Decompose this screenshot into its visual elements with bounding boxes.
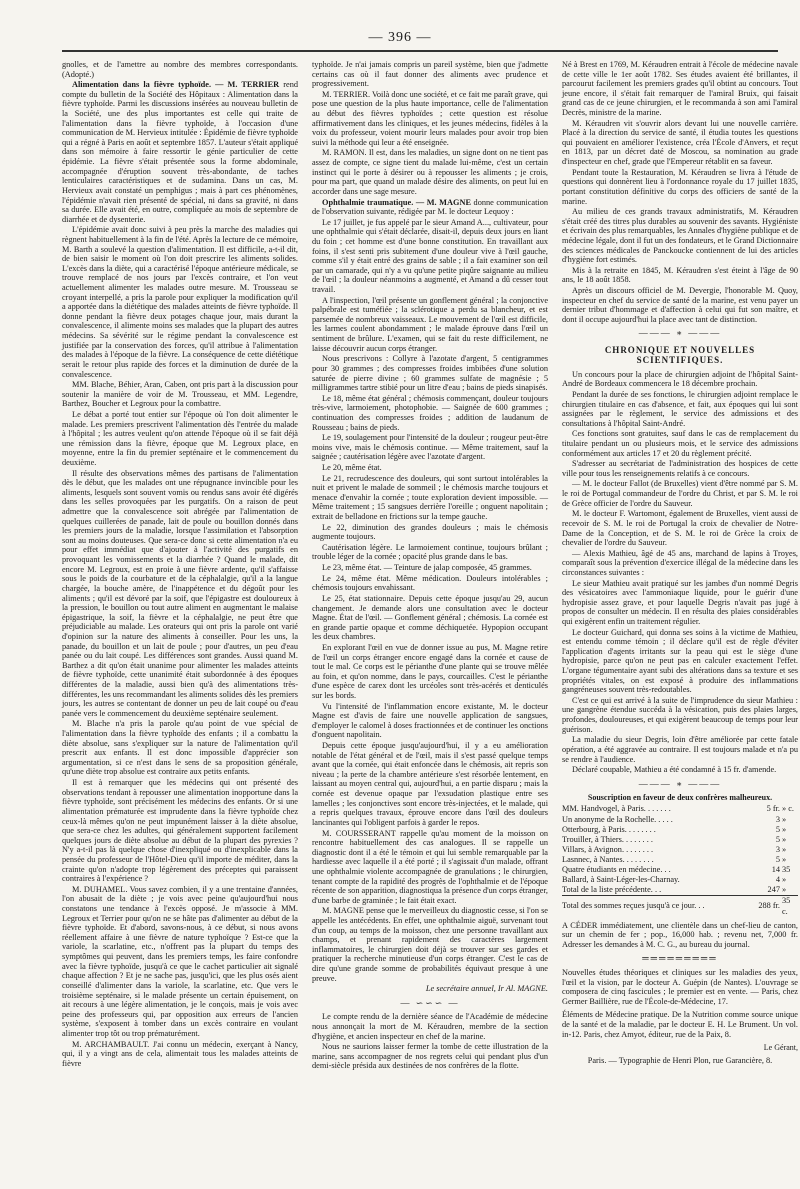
imprint: Paris. — Typographie de Henri Plon, rue Garancière, 8.: [587, 1056, 773, 1066]
header-rule: [62, 50, 778, 52]
paragraph: A l'inspection, l'œil présente un gonflement général ; la conjonctive palpébrale est tuméfiée ; la sclérotique a perdu sa blancheur, et est parsemée de nombreux vaisseaux. Le mouvement de l'œil est difficile, les larmes coulent abondamment ; le malade éprouve dans l'œil un sentiment de brûlure. L'examen, qui se fait du reste difficilement, ne laisse découvrir aucun corps étranger.: [312, 295, 548, 353]
paragraph: L'épidémie avait donc suivi à peu près la marche des maladies qui règnent habituellement à la fin de l'été. Après la lecture de ce mémoire, M. Barth a soulevé la question d'alimentation. Il est difficile, a-t-il dit, de bien saisir le moment où l'on doit prescrire les aliments solides. L'excès dans la diète, qui a caractérisé l'époque antérieure médicale, se trouve remplacé de nos jours par l'excès contraire, et l'on veut actuellement alimenter les malades outre mesure. M. Trousseau se croyant interpellé, a pris la parole pour expliquer la modification qu'il a apportée dans la diététique des malades atteints de fièvre typhoïde. Il donne pendant la fièvre deux potages chaque jour, mais durant la convalescence, il alimente moins ses malades que la plupart des autres médecins. Sa sévérité sur le régime pendant la convalescence est justifiée par la conservation des forces, qu'il attribue à l'alimentation des malades à l'époque de la fièvre. La conséquence de cette diététique serait le retour plus rapide des forces et la diminution de durée de la convalescence.: [62, 225, 299, 379]
paragraph: Ces fonctions sont gratuites, sauf dans le cas de remplacement du titulaire pendant un ou plusieurs mois, et le service des admissions conformément aux articles 17 et 20 du règlement précité.: [562, 429, 798, 458]
paragraph: Le 20, même état.: [322, 462, 382, 472]
column-right: [562, 60, 798, 1066]
paragraph: M. Blache n'a pris la parole qu'au point de vue spécial de l'alimentation dans la fièvre typhoïde des enfants ; il a combattu la diète absolue, sans s'expliquer sur la nature de l'alimentation qu'il prescrit aux enfants. Il est donc impossible d'apprécier son argumentation, si ce n'est dans le sens de sa proposition générale, qu'une diète trop absolue est contraire aux petits enfants.: [62, 719, 298, 777]
ornament-divider-2: ——— ∗ ———: [638, 778, 722, 789]
chronique-title: CHRONIQUE ET NOUVELLES SCIENTIFIQUES.: [604, 344, 756, 366]
paragraph: Il est à remarquer que les médecins qui ont présenté des observations tendant à repousser une alimentation inopportune dans la fièvre typhoïde, sont précisément les médecins des enfants. Or si une alimentation prématurée est imprudente dans la fièvre typhoïde chez ceux-là mêmes qu'on ne peut impunément laisser à la diète absolue, que sera-ce chez les adultes, qui généralement supportent facilement quelques jours de diète absolue au début de la plupart des pyrexies ? N'y a-t-il pas là quelque chose d'inexpliqué ou d'inexplicable dans la pensée du professeur de l'Hôtel-Dieu qu'il importe de méditer, dans la crainte qu'on n'adopte trop légèrement des préceptes qui paraissent contraires à l'expérience ?: [62, 778, 298, 884]
paragraph: Nous ne saurions laisser fermer la tombe de cette illustration de la marine, sans accompagner de nos regrets celui qui pendant plus d'un demi-siècle présida aux destinées de nos confrères de la flotte.: [312, 1042, 548, 1071]
subscription-title: Souscription en faveur de deux confrères malheureux.: [587, 793, 773, 803]
paragraph: Après un discours officiel de M. Devergie, l'honorable M. Quoy, inspecteur en chef du service de santé de la marine, est venu payer un dernier tribut d'hommage et d'affection à celui qui fut son maître, et dont il occupe aujourd'hui la place avec tant de distinction.: [562, 286, 798, 324]
ornament-divider-3: ═════════: [642, 953, 718, 964]
paragraph: typhoïde. Je n'ai jamais compris un pareil système, bien que j'admette certains cas où il faut donner des aliments avec prudence et progressivement.: [312, 60, 548, 89]
paragraph: Le 21, recrudescence des douleurs, qui sont surtout intolérables la nuit et privent le malade de sommeil ; le chémosis marche toujours et menace d'envahir la cornée ; toute exploration devient impossible. — Même traitement ; 15 sangsues derrière l'oreille ; onguent napolitain ; extrait de belladone en frictions sur la tempe gauche.: [312, 473, 548, 522]
paragraph: Un concours pour la place de chirurgien adjoint de l'hôpital Saint-André de Bordeaux commencera le 18 décembre prochain.: [562, 369, 798, 389]
paragraph: Le 17 juillet, je fus appelé par le sieur Amand A..., cultivateur, pour une ophthalmie qui s'était déclarée, disait-il, depuis deux jours en liant du foin ; cet homme est d'une bonne constitution. En travaillant aux foins, il s'est senti pris subitement d'une douleur vive à l'œil gauche, comme s'il y était entré des grains de sable ; il a fait examiner son œil par un camarade, qui n'y a vu qu'une petite piqûre saignante au milieu de l'œil ; la douleur néanmoins a augmenté, et Amand a dû cesser tout travail.: [312, 217, 548, 295]
paragraph: Le 18, même état général ; chémosis commençant, douleur toujours très-vive, larmoiement, photophobie. — Saignée de 600 grammes ; continuation des compresses froides ; addition de laudanum de Rousseau ; bains de pieds.: [312, 393, 548, 432]
paragraph: Il résulte des observations mêmes des partisans de l'alimentation dès le début, que les malades ont une répugnance invincible pour les aliments, lesquels sont souvent vomis ou rendus sans avoir été digérés dans les selles provoquées par les purgatifs. On a raison de peut admettre que la convalescence soit abrégée par l'alimentation de quelques cuillerées de panade, lait de poule ou bouillon donnés dans les premiers jours de la maladie, lorsque l'assimilation et l'absorption sont au moins douteuses. Que sera-ce donc si cette alimentation n'a eu pour effet immédiat que d'ajouter à l'activité des purgatifs en provoquant les vomissements et la diarrhée ? Quand le malade, dit encore M. Legroux, est en proie à une fièvre ardente, qu'il s'affaisse sous le poids de la courbature et de la céphalalgie, qu'il a la langue chargée, la bouche amère, de l'inappétence et du dégoût pour les aliments ; qu'il est dévoré par la soif, que l'épigastre est douloureux à la pression, le bouillon ou tout autre aliment en augmentant le malaise épigastrique, la soif, la fièvre et la céphalalgie, ne peut être que préjudiciable au malade. Les orateurs qui ont pris la parole ont varié d'opinion sur la nature des aliments à conseiller. Pour les uns, la panade, du bouillon et un lait de poule ; pour d'autres, un peu d'eau panée ou du lait coupé. Les différences sont grandes. Aussi quand M. Barthez a dit qu'on était unanime pour alimenter les malades atteints de fièvre typhoïde, cette unanimité était subordonnée à des époques différentes de la maladie, aussi bien qu'à des alimentations très-différentes, les uns recommandant les aliments solides dès les premiers jours, les autres se contentant de donner un peu de lait coupé ou d'eau panée vers le commencement du deuxième septénaire seulement.: [62, 468, 298, 718]
paragraph: Déclaré coupable, Mathieu a été condamné à 15 fr. d'amende.: [572, 765, 777, 775]
paragraph: M. MAGNE pense que le merveilleux du diagnostic cesse, si l'on se appelle les antécédents. En effet, une ophthalmie aiguë, survenant tout d'un coup, au temps de la moisson, chez une personne travaillant aux champs, et prenant rapidement des caractères largement inflammatoires, le chirurgien doit déjà se trouver sur ses gardes et pratiquer la recherche minutieuse d'un corps étranger. C'est le cas de dire qu'une grande somme de probabilités équivaut presque à une preuve.: [312, 906, 548, 983]
paragraph: M. RAMON. Il est, dans les maladies, un signe dont on ne tient pas assez de compte, ce signe tient du malade lui-même, c'est un certain instinct qui le porte à désirer ou à repousser les aliments ; je crois, pour ma part, que quand un malade désire des aliments, on peut lui en accorder dans une sage mesure.: [312, 148, 548, 196]
subscription-row: Villars, à Avignon. . . . . . . . 3 »: [562, 844, 787, 854]
subscription-row: Quatre étudiants en médecine. . . 14 35: [562, 865, 791, 875]
subscription-table: [562, 804, 798, 916]
paragraph: En explorant l'œil en vue de donner issue au pus, M. Magne retire de l'œil un corps étranger encore engagé dans la cornée et cause de tout le mal. Ce corps est le périanthe d'une plante qui se trouve mêlée au foin, et qu'on nomme, dans le pays, courcailles. C'est le périanthe d'une espèce de carex dont les urcéoles sont très-acérés et denticulés sur les bords.: [312, 642, 548, 700]
paragraph: Le docteur Guichard, qui donna ses soins à la victime de Mathieu, est entendu comme témoin ; il déclare qu'il est de règle d'éviter l'application d'agents irritants sur la peau qui est le siège d'une hydropisie, parce qu'on ne peut pas en calculer exactement l'effet. L'organe tégumentaire ayant subi des altérations dans sa texture et ses propriétés vitales, on est exposé à produire des inflammations gangréneuses souvent très-redoutables.: [562, 627, 798, 695]
paragraph: MM. Blache, Béhier, Aran, Caben, ont pris part à la discussion pour soutenir la manière de voir de M. Trousseau, et MM. Legendre, Barthez, Boucher et Legroux pour la combattre.: [62, 380, 298, 409]
obituary-text: [562, 60, 798, 324]
ornament: — ∽∽∽ —: [400, 997, 460, 1008]
paragraph: — M. le docteur Fallot (de Bruxelles) vient d'être nommé par S. M. le roi de Portugal commandeur de l'ordre du Christ, et par S. M. le roi de Grèce officier de l'ordre du Sauveur.: [562, 479, 798, 508]
paragraph: M. ARCHAMBAULT. J'ai connu un médecin, exerçant à Nancy, qui, il y a vingt ans de cela, alimentait tous les malades atteints de fièvre: [62, 1039, 298, 1068]
paragraph: Le 25, état stationnaire. Depuis cette époque jusqu'au 29, aucun changement. Je demande alors une consultation avec le docteur Magne. État de l'œil. — Gonflement général ; chémosis. La cornée est en grande partie opaque et comme déchiquetée. Hypopion occupant les deux chambres.: [312, 593, 548, 642]
paragraph: Vu l'intensité de l'inflammation encore existante, M. le docteur Magne est d'avis de faire une nouvelle application de sangsues, d'employer le calomel à doses fractionnées et de continuer les onctions d'onguent napolitain.: [312, 701, 548, 740]
page-number: — 396 —: [368, 30, 432, 45]
advert-book-medicine: Éléments de Médecine pratique. De la Nutrition comme source unique de la santé et de la maladie, par le docteur E. H. Le Brument. Un vol. in-12. Paris, chez Amyot, éditeur, rue de la Paix, 8.: [562, 1010, 798, 1039]
paragraph: M. DUHAMEL. Vous savez combien, il y a une trentaine d'années, l'on abusait de la diète ; je vois avec peine qu'aujourd'hui nous constatons une tendance à l'excès opposé. Je m'associe à MM. Legroux et Terrier pour qu'on ne se hâte pas d'alimenter au début de la fièvre typhoïde. Et d'abord, savons-nous, à ce début, si nous avons réellement affaire à une fièvre de nature typhoïque ? Est-ce que la variole, la scarlatine, etc., n'offrent pas la plupart du temps des symptômes qui peuvent, dans les premiers temps, les faire confondre avec la fièvre typhoïde, jusqu'à ce que le cachet particulier ait signalé chaque affection ? Et je ne sache pas, jusqu'ici, que les plus osés aient conseillé d'alimenter dans la variole, la scarlatine, etc. Que vers le troisième septénaire, si le malade présente un certain épuisement, on ait recours à une légère alimentation, je le conçois, mais je vois avec peine des professeurs qui, par opposition aux erreurs de l'ancien système, s'exposent à tomber dans un excès contraire en voulant alimenter trop tôt ou trop prématurément.: [62, 884, 298, 1038]
paragraph: La maladie du sieur Degris, loin d'être améliorée par cette fatale opération, a été aggravée au contraire. Il est toujours malade et n'a pu se rendre à l'audience.: [562, 735, 798, 764]
advert-book-eyes: Nouvelles études théoriques et cliniques sur les maladies des yeux, l'œil et la vision, par le docteur A. Guépin (de Nantes). L'ouvrage se composera de cinq fascicules ; le premier est en vente. — Paris, chez Germer Baillière, rue de l'École-de-Médecine, 17.: [562, 967, 798, 1006]
signature-line: Le secrétaire annuel, Ir Al. MAGNE.: [425, 984, 548, 994]
paragraph: M. COURSSERANT rappelle qu'au moment de la moisson on rencontre habituellement des cas analogues. Il se rappelle un diagnostic dont il a été le témoin et qui lui semble remarquable par la hardiesse avec laquelle il a été porté ; il s'agissait d'un malade, offrant une ophthalmie violente accompagnée de granulations ; le chirurgien, tenant compte de la rapidité des progrès de l'ophthalmie et de l'époque récente de son apparition, diagnostiqua la présence d'un corps étranger, d'une barbe de graminée ; le fait était exact.: [312, 828, 548, 905]
gerant-label: Le Gérant,: [763, 1043, 798, 1053]
paragraph: Le compte rendu de la dernière séance de l'Académie de médecine nous annonçait la mort de M. Kéraudren, membre de la section d'hygiène, et ancien inspecteur en chef de la marine.: [312, 1012, 548, 1041]
ornament-divider: ——— ∗ ———: [638, 328, 722, 339]
paragraph: gnolles, et de l'amettre au nombre des membres correspondants. (Adopté.): [62, 60, 298, 79]
paragraph: Le 19, soulagement pour l'intensité de la douleur ; rougeur peut-être moins vive, mais le chémosis continue. — Même traitement, sauf la saignée ; cautérisation légère avec l'azotate d'argent.: [312, 433, 548, 462]
subscription-row: Lasnnec, à Nantes. . . . . . . . 5 »: [562, 855, 787, 864]
paragraph: Le sieur Mathieu avait pratiqué sur les jambes d'un nommé Degris des vésicatoires avec l'ammoniaque liquide, pour le guérir d'une hydropisie assez grave, et pour laquelle Degris n'avait pas jugé à propos de consulter un médecin. Il en résulta des plaies considérables qui exigèrent enfin un traitement régulier.: [562, 578, 798, 626]
paragraph: C'est ce qui est arrivé à la suite de l'imprudence du sieur Mathieu : une gangrène étendue succéda à la vésication, puis des plaies larges, profondes, douloureuses, et qui exigèrent beaucoup de temps pour leur guérison.: [562, 695, 798, 734]
paragraph: Le 23, même état. — Teinture de jalap composée, 45 grammes.: [322, 563, 532, 573]
paragraph: Né à Brest en 1769, M. Kéraudren entrait à l'école de médecine navale de cette ville le 1er août 1782. Ses études avaient été brillantes, il parcourut facilement les premiers grades qu'il obtint au concours. Tout jeune encore, il s'était fait remarquer de l'amiral Bruix, qui faisait grand cas de ce jeune chirurgien, et le recommanda à son ami l'amiral Decrès, ministre de la marine.: [562, 60, 798, 118]
paragraph: Le débat a porté tout entier sur l'époque où l'on doit alimenter le malade. Les premiers prescrivent l'alimentation dès l'entrée du malade à l'hôpital ; les autres veulent qu'on attende l'époque où il se fait déjà une rémission dans la fièvre, époque que M. Legroux place, en moyenne, entre la fin du premier septénaire et le commencement du deuxième.: [62, 409, 298, 467]
paragraph: Depuis cette époque jusqu'aujourd'hui, il y a eu amélioration notable de l'état général et de l'œil, mais il s'est passé quelque temps avant que la cornée, qui était enfoncée dans le chémosis, ait repris son niveau ; la perte de la chambre antérieure s'est résorbée lentement, en laissant au moyen central qui, aujourd'hui, a en partie disparu ; mais la cornée est devenue opaque par l'exsudation plastique entre ses lamelles ; les conjonctives sont encore très-injectées, et le malade, qui a repris quelques travaux, éprouve encore dans l'œil des douleurs lancinantes qui l'obligent parfois à garder le repos.: [312, 741, 548, 827]
subscription-row: Total de la liste précédente. . . 247 »: [562, 885, 787, 895]
paragraph: Le 24, même état. Même médication. Douleurs intolérables ; chémosis toujours envahissant.: [312, 573, 548, 593]
subscription-row: Ballard, à Saint-Léger-les-Charnay. 4 »: [562, 875, 787, 885]
paragraph: Au milieu de ces grands travaux administratifs, M. Kéraudren s'était créé des titres plus durables au souvenir des savants. Hygiéniste et écrivain des plus remarquables, les Annales d'hygiène publique et de médecine légale, dont il fut un des fondateurs, et le Grand Dictionnaire des sciences médicales de Panckoucke contiennent de lui des articles d'hygiène fort estimés.: [562, 207, 798, 265]
subscription-total: Total des sommes reçues jusqu'à ce jour. . . 288 fr. 35 c.: [562, 896, 798, 917]
subscription-row: Un anonyme de la Rochelle. . . . . 3 »: [562, 814, 787, 824]
column-left: [62, 60, 298, 1069]
paragraph: Mis à la retraite en 1845, M. Kéraudren s'est éteint à l'âge de 90 ans, le 18 août 1858.: [562, 265, 798, 285]
paragraph: M. Kéraudren vit s'ouvrir alors devant lui une nouvelle carrière. Placé à la direction du service de santé, il étudia toutes les questions qui pouvaient en améliorer l'existence, créa l'École d'Anvers, et reçut en 1813, par un décret daté de Moscou, sa nomination au grade d'inspecteur en chef, grade que l'Empereur rétablit en sa faveur.: [562, 118, 798, 167]
chronique-text: [562, 370, 798, 775]
subscription-row: MM. Handvogel, à Paris. . . . . . . 5 fr. » c.: [562, 804, 794, 814]
paragraph: Alimentation dans la fièvre typhoïde. — M. TERRIER rend compte du bulletin de la Société des Hôpitaux : Alimentation dans la fièvre typhoïde. Parmi les discussions insérées au nouveau bulletin de la Société, une des plus importantes est celle qui traite de l'alimentation dans la fièvre typhoïde, à l'occasion d'une communication de M. Hervieux intitulée : Épidémie de fièvre typhoïde qui a régné à Paris en août et septembre 1857. L'auteur s'était appliqué dans son mémoire à faire ressortir le génie particulier de cette épidémie. La fièvre s'était présentée sous la forme abdominale, accompagnée d'éruption souvent très-abondante, de taches lenticulaires caractéristiques et de sudamina. Dans un cas, M. Hervieux avait constaté un pemphigus ; mais à part ces phénomènes, l'épidémie n'avait rien présenté de spécial, ni dans sa gravité, ni dans sa durée. Elle avait été, en outre, compliquée au mois de septembre de diarrhée et de dysenterie.: [62, 80, 298, 224]
paragraph: M. TERRIER. Voilà donc une société, et ce fait me paraît grave, qui pose une question de la plus haute importance, celle de l'alimentation au début des fièvres typhoïdes ; cette question est résolue affirmativement dans les cliniques, et les jeunes médecins, fidèles à la voix du professeur, voient mourir leurs malades pour avoir trop bien suivi la méthode qui leur a été enseignée.: [312, 89, 548, 147]
subscription-row: Otterbourg, à Paris. . . . . . . . 5 »: [562, 824, 787, 834]
column-middle: [312, 60, 548, 1072]
paragraph: Nous prescrivons : Collyre à l'azotate d'argent, 5 centigrammes pour 30 grammes ; des compresses froides imbibées d'une solution saturée de pierre divine ; 60 grammes sulfate de magnésie ; 5 milligrammes tartre stibié pour un litre d'eau ; bains de pieds sinapisés.: [312, 354, 548, 393]
paragraph: Cautérisation légère. Le larmoiement continue, toujours brûlant ; trouble léger de la cornée ; opacité plus grande dans le bas.: [312, 542, 548, 562]
paragraph: Pendant la durée de ses fonctions, le chirurgien adjoint remplace le chirurgien titulaire en cas d'absence, et fait, aux époques qui lui sont assignées par le règlement, le service des admissions et des consultations à l'hôpital Saint-André.: [562, 389, 798, 428]
paragraph: — Alexis Mathieu, âgé de 45 ans, marchand de lapins à Troyes, comparaît sous la prévention d'exercice illégal de la médecine dans les circonstances suivantes :: [562, 548, 798, 577]
paragraph-heading: Ophthalmie traumatique. — M. MAGNE: [322, 197, 471, 207]
subscription-row: Trouiller, à Thiers. . . . . . . . 5 »: [562, 834, 787, 844]
paragraph: Le 22, diminution des grandes douleurs ; mais le chémosis augmente toujours.: [312, 522, 548, 542]
paragraph: Pendant toute la Restauration, M. Kéraudren se livra à l'étude de questions qui donnèrent lieu à l'ordonnance royale du 17 juillet 1835, portant constitution définitive du corps des officiers de santé de la marine.: [562, 167, 798, 206]
paragraph: Ophthalmie traumatique. — M. MAGNE donne communication de l'observation suivante, rédigée par M. le docteur Lequoy :: [312, 197, 548, 217]
advert-clientele: A CÉDER immédiatement, une clientèle dans un chef-lieu de canton, sur un chemin de fer ; pop., 16,000 hab. ; revenu net, 7,000 fr. Adresser les demandes à M. C. G., au bureau du journal.: [562, 920, 798, 949]
paragraph: S'adresser au secrétariat de l'administration des hospices de cette ville pour tous les renseignements relatifs à ce concours.: [562, 459, 798, 478]
paragraph: M. le docteur F. Wartomont, également de Bruxelles, vient aussi de recevoir de S. M. le roi de Portugal la croix de chevalier de Notre-Dame de la Conception, et de S. M. le roi de Grèce la croix de chevalier de l'ordre du Sauveur.: [562, 509, 798, 548]
paragraph-heading: Alimentation dans la fièvre typhoïde. — M. TERRIER: [72, 80, 280, 90]
